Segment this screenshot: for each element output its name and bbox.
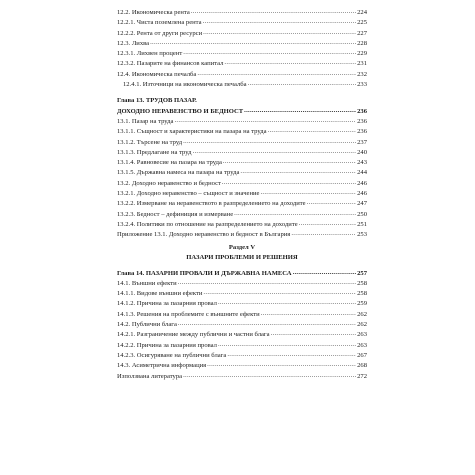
toc-entry-label: 13.2.1. Доходно неравенство – същност и значение: [117, 190, 260, 198]
toc-entry-label: 13.2.2. Измерване на неравенството в разпределението на доходите: [117, 200, 306, 208]
toc-entry-page: 253: [357, 231, 367, 239]
toc-entry-label: 13.1.2. Търсене на труд: [117, 138, 183, 146]
toc-entry-label: 13.1. Пазар на труда: [117, 117, 174, 125]
toc-entry-label: 12.2. Икономическа рента: [117, 9, 190, 16]
toc-entry-page: 259: [357, 300, 367, 308]
toc-entry-page: 244: [357, 169, 367, 177]
toc-entry[interactable]: [117, 80, 367, 90]
leader-dots: [293, 268, 357, 278]
toc-entry-label: 14.3. Асиметрична информация: [117, 362, 207, 370]
leader-dots: [174, 116, 356, 126]
toc-entry-label: 14.1.2. Причина за пазарния провал: [117, 300, 217, 308]
toc-entry-page: 228: [357, 39, 367, 47]
leader-dots: [183, 371, 356, 381]
toc-entry-page: 247: [357, 200, 367, 208]
toc-entry-label: 13.2.4. Политики по отношение на разпределението на доходите: [117, 220, 298, 228]
toc-entry-label: 12.3.2. Пазарите на финансов капитал: [117, 60, 224, 68]
leader-dots: [183, 48, 356, 58]
leader-dots: [207, 360, 356, 370]
toc-entry-page: 246: [357, 190, 367, 198]
toc-entry-page: 272: [357, 372, 367, 380]
leader-dots: [218, 298, 356, 308]
leader-dots: [299, 219, 356, 229]
toc-entry-label: 14.2.2. Причина за пазарния провал: [117, 341, 217, 349]
leader-dots: [203, 17, 357, 27]
toc-entry-page: 233: [357, 81, 367, 89]
toc-entry-page: 240: [357, 148, 367, 156]
leader-dots: [178, 319, 356, 329]
toc-entry-label: 13.1.1. Същност и характеристики на пазара на труда: [117, 128, 267, 136]
toc-entry-label: 14.1. Външни ефекти: [117, 279, 177, 287]
toc-entry-page: 232: [357, 70, 367, 78]
chapter-14-title: Глава 14. ПАЗАРНИ ПРОВАЛИ И ДЪРЖАВНА НАМЕСА: [117, 269, 292, 277]
toc-entry-page: 224: [357, 9, 367, 16]
toc-entry-label: 13.2.3. Бедност – дефиниция и измерване: [117, 210, 234, 218]
toc-entry-label: 12.4.1. Източници на икономическа печалба: [123, 81, 247, 89]
toc-entry-page: 231: [357, 60, 367, 68]
leader-dots: [261, 309, 357, 319]
section-label: Раздел V: [228, 243, 256, 251]
leader-dots: [203, 288, 356, 298]
leader-dots: [183, 137, 356, 147]
toc-entry-label: 14.2.3. Осигуряване на публични блага: [117, 351, 227, 359]
section-heading: [117, 243, 367, 263]
toc-entry-page: 237: [357, 138, 367, 146]
chapter-14-page: 257: [357, 269, 367, 277]
leader-dots: [291, 229, 356, 239]
toc-entry-page: 236: [357, 128, 367, 136]
leader-dots: [150, 38, 356, 48]
toc-entry-label: 12.4. Икономическа печалба: [117, 70, 197, 78]
toc-entry-page: 263: [357, 341, 367, 349]
toc-entry-label: 13.1.3. Предлагане на труд: [117, 148, 192, 156]
toc-entry-page: 258: [357, 290, 367, 298]
leader-dots: [203, 28, 356, 38]
leader-dots: [218, 340, 356, 350]
toc-entry-label: Приложение 13.1. Доходно неравенство и бедност в България: [117, 231, 291, 239]
toc-entry-label: 14.1.3. Решения на проблемите с външните ефекти: [117, 310, 260, 318]
toc-entry-label: 12.3.1. Лихвен процент: [117, 50, 183, 58]
toc-entry-page: 262: [357, 321, 367, 329]
leader-dots: [224, 58, 356, 68]
toc-entry-label: 13.1.5. Държавна намеса на пазара на труда: [117, 169, 240, 177]
leader-dots: [197, 69, 356, 79]
chapter-13-title-line2: ДОХОДНО НЕРАВЕНСТВО И БЕДНОСТ: [117, 107, 244, 115]
toc-entry-page: 236: [357, 117, 367, 125]
toc-entry[interactable]: [117, 230, 367, 240]
toc-entry-page: 251: [357, 220, 367, 228]
leader-dots: [222, 178, 356, 188]
section-title: ПАЗАРИ ПРОБЛЕМИ И РЕШЕНИЯ: [186, 253, 298, 261]
table-of-contents: [117, 8, 367, 382]
toc-entry-label: 13.1.4. Равновесие на пазара на труда: [117, 159, 222, 167]
leader-dots: [191, 7, 356, 17]
toc-entry-label: 13.2. Доходно неравенство и бедност: [117, 179, 221, 187]
toc-entry-page: 227: [357, 29, 367, 37]
leader-dots: [193, 147, 357, 157]
leader-dots: [234, 209, 356, 219]
toc-entry-page: 229: [357, 50, 367, 58]
toc-entry-page: 268: [357, 362, 367, 370]
toc-entry-references[interactable]: [117, 372, 367, 382]
leader-dots: [240, 167, 356, 177]
toc-entry-label: 12.2.1. Чиста поземлена рента: [117, 19, 202, 27]
leader-dots: [268, 126, 357, 136]
leader-dots: [227, 350, 356, 360]
toc-entry-page: 258: [357, 279, 367, 287]
toc-entry-page: 243: [357, 159, 367, 167]
leader-dots: [260, 188, 356, 198]
toc-entry-page: 263: [357, 331, 367, 339]
toc-entry-label: 14.2.1. Разграничение между публични и частни блага: [117, 331, 270, 339]
toc-entry-label: Използвана литература: [117, 372, 183, 380]
leader-dots: [178, 278, 356, 288]
toc-entry-page: 262: [357, 310, 367, 318]
toc-entry-page: 225: [357, 19, 367, 27]
toc-entry-page: 246: [357, 179, 367, 187]
toc-entry-page: 250: [357, 210, 367, 218]
toc-entry-label: 14.2. Публични блага: [117, 321, 177, 329]
toc-entry-page: 267: [357, 351, 367, 359]
toc-entry-label: 12.2.2. Рента от други ресурси: [117, 29, 203, 37]
leader-dots: [248, 79, 357, 89]
leader-dots: [271, 329, 357, 339]
leader-dots: [244, 106, 356, 116]
chapter-13-title-line1[interactable]: Глава 13. ТРУДОВ ПАЗАР.: [117, 97, 197, 105]
leader-dots: [307, 198, 357, 208]
toc-entry-label: 14.1.1. Видове външни ефекти: [117, 290, 203, 298]
chapter-13-page: 236: [357, 107, 367, 115]
toc-entry-label: 12.3. Лихва: [117, 39, 150, 47]
leader-dots: [223, 157, 356, 167]
